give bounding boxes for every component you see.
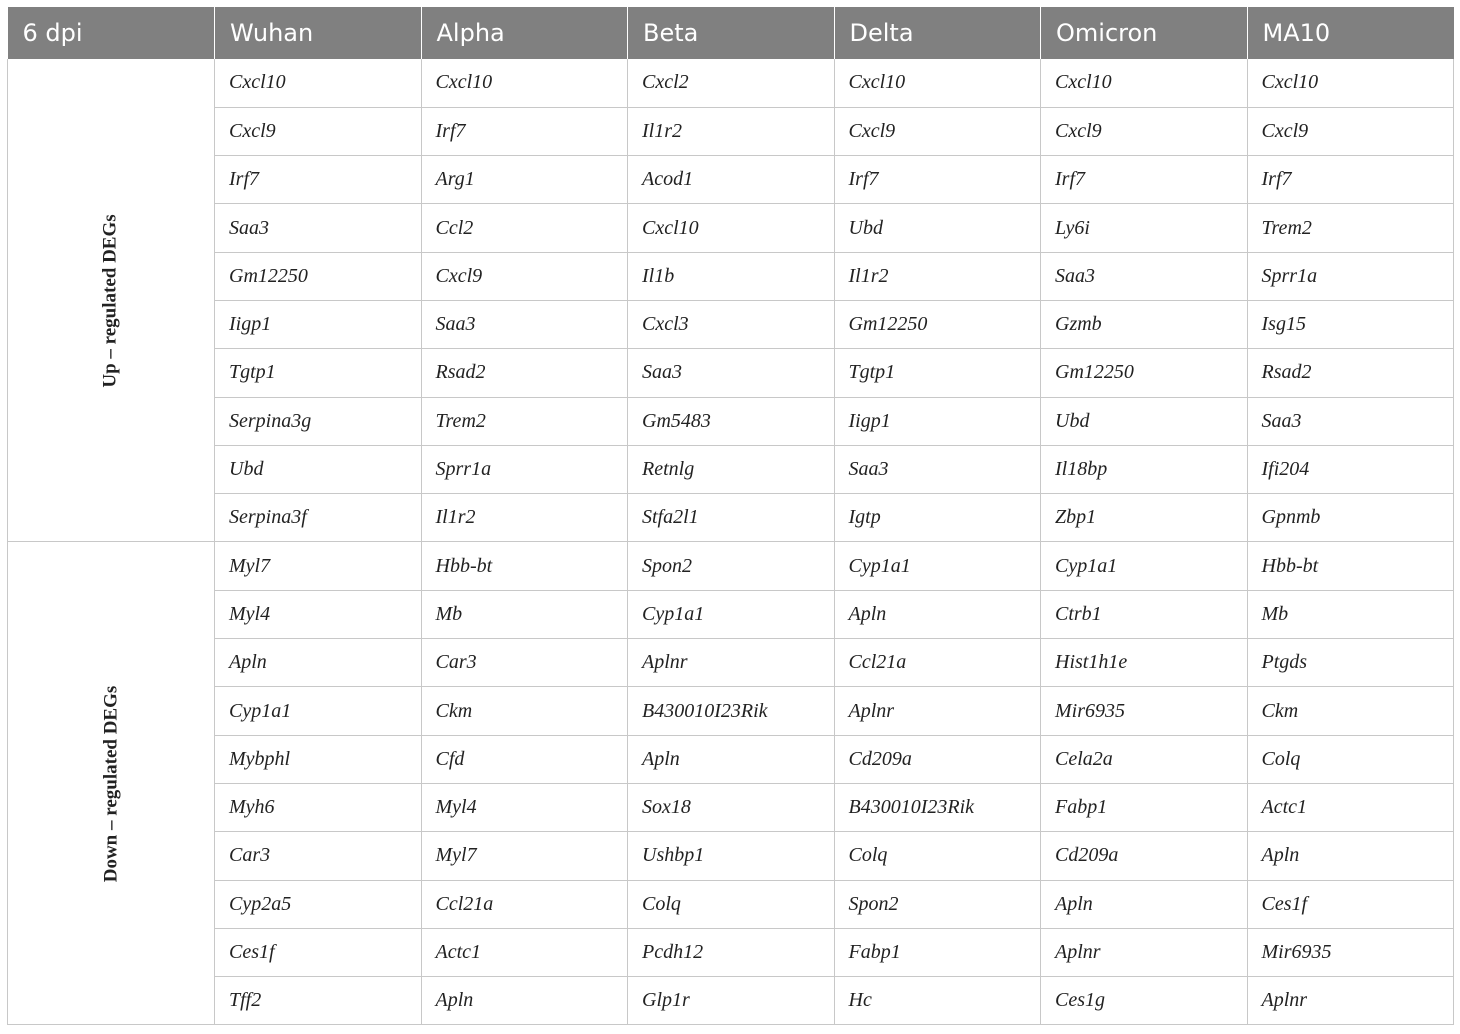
gene-cell: Saa3 — [628, 349, 835, 397]
gene-cell: Fabp1 — [1041, 783, 1248, 831]
gene-cell: Myh6 — [215, 783, 422, 831]
gene-cell: Il1b — [628, 252, 835, 300]
gene-cell: Cyp2a5 — [215, 880, 422, 928]
gene-cell: Saa3 — [215, 204, 422, 252]
gene-cell: Mb — [421, 590, 628, 638]
gene-cell: Mb — [1247, 590, 1454, 638]
gene-cell: Gm5483 — [628, 397, 835, 445]
table-row — [8, 687, 1454, 735]
gene-cell: Trem2 — [1247, 204, 1454, 252]
gene-cell: Serpina3g — [215, 397, 422, 445]
gene-cell: Car3 — [215, 832, 422, 880]
gene-cell: Cd209a — [834, 735, 1041, 783]
gene-cell: Il1r2 — [421, 494, 628, 542]
table-row — [8, 397, 1454, 445]
gene-cell: Ces1g — [1041, 977, 1248, 1025]
gene-cell: Cela2a — [1041, 735, 1248, 783]
gene-cell: Apln — [628, 735, 835, 783]
gene-cell: Ly6i — [1041, 204, 1248, 252]
gene-cell: Ubd — [1041, 397, 1248, 445]
gene-cell: Ubd — [834, 204, 1041, 252]
gene-cell: Mir6935 — [1041, 687, 1248, 735]
gene-cell: Apln — [1041, 880, 1248, 928]
gene-cell: Myl4 — [421, 783, 628, 831]
gene-cell: Saa3 — [834, 445, 1041, 493]
table-row — [8, 880, 1454, 928]
table-row — [8, 639, 1454, 687]
table-row — [8, 445, 1454, 493]
gene-cell: Colq — [834, 832, 1041, 880]
gene-cell: Cxcl9 — [1041, 107, 1248, 155]
table-row — [8, 349, 1454, 397]
deg-table — [7, 7, 1454, 1025]
gene-cell: Colq — [628, 880, 835, 928]
gene-cell: Il18bp — [1041, 445, 1248, 493]
gene-cell: Myl7 — [215, 542, 422, 590]
gene-cell: Irf7 — [421, 107, 628, 155]
gene-cell: Aplnr — [628, 639, 835, 687]
gene-cell: Cyp1a1 — [834, 542, 1041, 590]
gene-cell: Apln — [1247, 832, 1454, 880]
gene-cell: Ccl21a — [421, 880, 628, 928]
gene-cell: Ptgds — [1247, 639, 1454, 687]
gene-cell: Cxcl10 — [1041, 59, 1248, 107]
gene-cell: Myl7 — [421, 832, 628, 880]
gene-cell: Hc — [834, 977, 1041, 1025]
gene-cell: Glp1r — [628, 977, 835, 1025]
gene-cell: Zbp1 — [1041, 494, 1248, 542]
gene-cell: B430010I23Rik — [834, 783, 1041, 831]
gene-cell: Igtp — [834, 494, 1041, 542]
gene-cell: Cxcl9 — [834, 107, 1041, 155]
table-row — [8, 542, 1454, 590]
table-row — [8, 252, 1454, 300]
gene-cell: Cd209a — [1041, 832, 1248, 880]
gene-cell: Actc1 — [421, 928, 628, 976]
gene-cell: Gm12250 — [834, 300, 1041, 348]
gene-cell: Cyp1a1 — [628, 590, 835, 638]
gene-cell: Apln — [421, 977, 628, 1025]
gene-cell: Saa3 — [1041, 252, 1248, 300]
gene-cell: Myl4 — [215, 590, 422, 638]
gene-cell: Saa3 — [421, 300, 628, 348]
table-body — [8, 59, 1454, 1025]
gene-cell: Pcdh12 — [628, 928, 835, 976]
gene-cell: Tgtp1 — [834, 349, 1041, 397]
gene-cell: Car3 — [421, 639, 628, 687]
gene-cell: Spon2 — [628, 542, 835, 590]
gene-cell: Aplnr — [1247, 977, 1454, 1025]
gene-cell: Arg1 — [421, 156, 628, 204]
table-row — [8, 300, 1454, 348]
gene-cell: Cxcl10 — [421, 59, 628, 107]
gene-cell: Tff2 — [215, 977, 422, 1025]
gene-cell: Cxcl9 — [421, 252, 628, 300]
gene-cell: Ccl21a — [834, 639, 1041, 687]
gene-cell: Aplnr — [1041, 928, 1248, 976]
gene-cell: Cxcl10 — [834, 59, 1041, 107]
table-row — [8, 59, 1454, 107]
gene-cell: Ubd — [215, 445, 422, 493]
gene-cell: Ushbp1 — [628, 832, 835, 880]
gene-cell: Apln — [215, 639, 422, 687]
gene-cell: Gzmb — [1041, 300, 1248, 348]
gene-cell: Cfd — [421, 735, 628, 783]
gene-cell: Colq — [1247, 735, 1454, 783]
gene-cell: B430010I23Rik — [628, 687, 835, 735]
header-corner: 6 dpi — [8, 7, 215, 59]
header-ma10: MA10 — [1247, 7, 1454, 59]
gene-cell: Irf7 — [1041, 156, 1248, 204]
gene-cell: Gm12250 — [1041, 349, 1248, 397]
gene-cell: Iigp1 — [834, 397, 1041, 445]
gene-cell: Cxcl9 — [1247, 107, 1454, 155]
gene-cell: Cxcl10 — [1247, 59, 1454, 107]
gene-cell: Cxcl10 — [215, 59, 422, 107]
table-row — [8, 735, 1454, 783]
gene-cell: Sprr1a — [421, 445, 628, 493]
gene-cell: Apln — [834, 590, 1041, 638]
gene-cell: Tgtp1 — [215, 349, 422, 397]
gene-cell: Retnlg — [628, 445, 835, 493]
table-row — [8, 204, 1454, 252]
header-wuhan: Wuhan — [215, 7, 422, 59]
gene-cell: Rsad2 — [421, 349, 628, 397]
gene-cell: Trem2 — [421, 397, 628, 445]
gene-cell: Ckm — [1247, 687, 1454, 735]
gene-cell: Il1r2 — [834, 252, 1041, 300]
gene-cell: Isg15 — [1247, 300, 1454, 348]
gene-cell: Cxcl9 — [215, 107, 422, 155]
gene-cell: Irf7 — [834, 156, 1041, 204]
table-row — [8, 832, 1454, 880]
table-row — [8, 928, 1454, 976]
gene-cell: Ckm — [421, 687, 628, 735]
gene-cell: Mir6935 — [1247, 928, 1454, 976]
gene-cell: Ces1f — [215, 928, 422, 976]
gene-cell: Mybphl — [215, 735, 422, 783]
gene-cell: Fabp1 — [834, 928, 1041, 976]
gene-cell: Spon2 — [834, 880, 1041, 928]
gene-cell: Acod1 — [628, 156, 835, 204]
gene-cell: Rsad2 — [1247, 349, 1454, 397]
header-alpha: Alpha — [421, 7, 628, 59]
gene-cell: Ccl2 — [421, 204, 628, 252]
gene-cell: Ifi204 — [1247, 445, 1454, 493]
gene-cell: Sox18 — [628, 783, 835, 831]
header-omicron: Omicron — [1041, 7, 1248, 59]
group-down-regulated — [8, 542, 215, 1025]
gene-cell: Hbb-bt — [1247, 542, 1454, 590]
gene-cell: Cyp1a1 — [1041, 542, 1248, 590]
gene-cell: Hbb-bt — [421, 542, 628, 590]
table-row — [8, 494, 1454, 542]
gene-cell: Iigp1 — [215, 300, 422, 348]
gene-cell: Il1r2 — [628, 107, 835, 155]
table-row — [8, 977, 1454, 1025]
group-up-regulated — [8, 59, 215, 542]
table-row — [8, 107, 1454, 155]
gene-cell: Cxcl3 — [628, 300, 835, 348]
gene-cell: Cxcl2 — [628, 59, 835, 107]
gene-cell: Gm12250 — [215, 252, 422, 300]
gene-cell: Serpina3f — [215, 494, 422, 542]
gene-cell: Aplnr — [834, 687, 1041, 735]
header-delta: Delta — [834, 7, 1041, 59]
gene-cell: Irf7 — [215, 156, 422, 204]
table-row — [8, 590, 1454, 638]
gene-cell: Irf7 — [1247, 156, 1454, 204]
table-row — [8, 156, 1454, 204]
gene-cell: Cyp1a1 — [215, 687, 422, 735]
gene-cell: Ces1f — [1247, 880, 1454, 928]
gene-cell: Ctrb1 — [1041, 590, 1248, 638]
gene-cell: Sprr1a — [1247, 252, 1454, 300]
gene-cell: Saa3 — [1247, 397, 1454, 445]
gene-cell: Gpnmb — [1247, 494, 1454, 542]
gene-cell: Actc1 — [1247, 783, 1454, 831]
gene-cell: Cxcl10 — [628, 204, 835, 252]
group-label: Down – regulated DEGs — [100, 685, 121, 883]
table-row — [8, 783, 1454, 831]
header-row — [8, 7, 1454, 59]
gene-cell: Hist1h1e — [1041, 639, 1248, 687]
header-beta: Beta — [628, 7, 835, 59]
gene-cell: Stfa2l1 — [628, 494, 835, 542]
group-label: Up – regulated DEGs — [100, 214, 121, 388]
